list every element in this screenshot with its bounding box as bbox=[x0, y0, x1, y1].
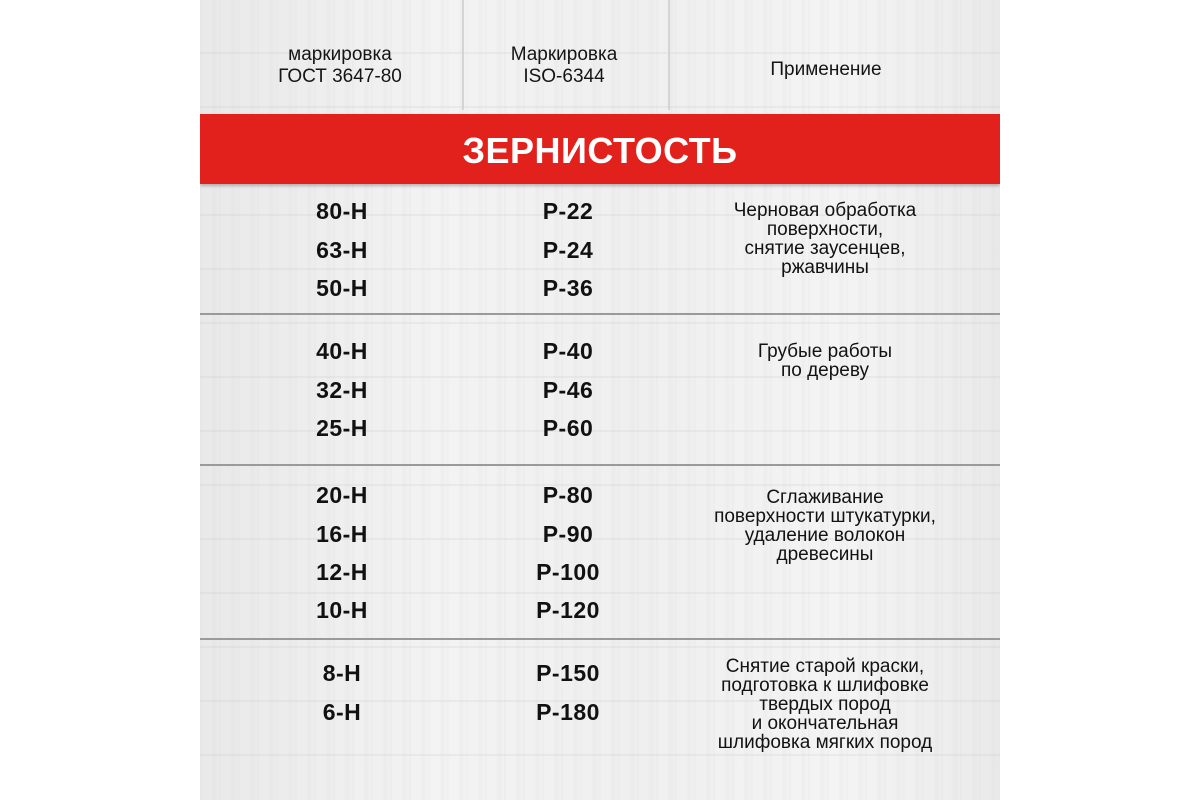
grit-table bbox=[200, 0, 1000, 800]
application-line: Грубые работы bbox=[757, 341, 893, 362]
header-iso-line: ISO-6344 bbox=[523, 66, 605, 87]
header-application-line: Применение bbox=[770, 59, 882, 80]
iso-value: P-40 bbox=[542, 338, 594, 364]
application-line: снятие заусенцев, bbox=[744, 238, 906, 259]
iso-value: P-24 bbox=[542, 237, 594, 263]
gost-value: 8-Н bbox=[322, 660, 362, 686]
header-gost-line: маркировка bbox=[288, 44, 392, 65]
group-divider bbox=[200, 464, 1000, 466]
gost-value: 80-Н bbox=[316, 198, 368, 224]
application-line: по дереву bbox=[780, 360, 870, 381]
application-text bbox=[670, 657, 980, 752]
gost-value: 63-Н bbox=[316, 237, 368, 263]
iso-value: P-100 bbox=[536, 559, 600, 585]
header-gost bbox=[210, 44, 470, 88]
application-line: поверхности штукатурки, bbox=[714, 506, 936, 527]
gost-value: 10-Н bbox=[316, 597, 368, 623]
group-divider bbox=[200, 313, 1000, 315]
gost-value: 32-Н bbox=[316, 377, 368, 403]
application-line: Черновая обработка bbox=[733, 200, 917, 221]
application-text bbox=[670, 201, 980, 277]
application-line: шлифовка мягких пород bbox=[717, 732, 933, 753]
iso-value: P-60 bbox=[542, 415, 594, 441]
iso-value: P-80 bbox=[542, 482, 594, 508]
header-application bbox=[696, 59, 956, 81]
application-text bbox=[670, 488, 980, 564]
application-line: Снятие старой краски, bbox=[725, 656, 925, 677]
application-line: подготовка к шлифовке bbox=[721, 675, 929, 696]
gost-value: 40-Н bbox=[316, 338, 368, 364]
header-iso bbox=[434, 44, 694, 88]
gost-value: 16-Н bbox=[316, 521, 368, 547]
banner-title: ЗЕРНИСТОСТЬ bbox=[462, 130, 738, 171]
iso-value: P-150 bbox=[536, 660, 600, 686]
application-line: и окончательная bbox=[751, 713, 899, 734]
application-line: древесины bbox=[776, 544, 874, 565]
group-divider bbox=[200, 638, 1000, 640]
gost-value: 6-Н bbox=[322, 699, 362, 725]
application-line: Сглаживание bbox=[766, 487, 884, 508]
gost-value: 20-Н bbox=[316, 482, 368, 508]
application-text bbox=[670, 342, 980, 380]
header-iso-line: Маркировка bbox=[510, 44, 618, 65]
gost-value: 12-Н bbox=[316, 559, 368, 585]
iso-value: P-36 bbox=[542, 275, 594, 301]
gost-value: 50-Н bbox=[316, 275, 368, 301]
header-gost-line: ГОСТ 3647-80 bbox=[278, 66, 402, 87]
application-line: твердых пород bbox=[759, 694, 891, 715]
application-line: удаление волокон bbox=[744, 525, 906, 546]
iso-value: P-22 bbox=[542, 198, 594, 224]
iso-value: P-180 bbox=[536, 699, 600, 725]
iso-value: P-90 bbox=[542, 521, 594, 547]
iso-value: P-46 bbox=[542, 377, 594, 403]
grit-banner bbox=[200, 114, 1000, 184]
gost-value: 25-Н bbox=[316, 415, 368, 441]
application-line: ржавчины bbox=[781, 257, 869, 278]
application-line: поверхности, bbox=[766, 219, 884, 240]
iso-value: P-120 bbox=[536, 597, 600, 623]
